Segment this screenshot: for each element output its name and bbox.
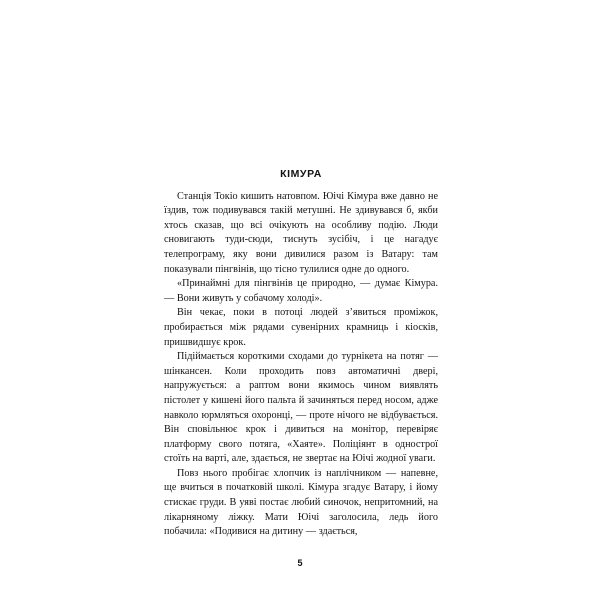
body-paragraph-2-italic-quote: «Принаймні для пінгвінів це природно, — думає Кімура. — Вони живуть у собачому холоді». bbox=[164, 278, 438, 304]
chapter-title: КІМУРА bbox=[280, 168, 322, 180]
body-paragraph-3: Він чекає, поки в потоці людей з’явиться проміжок, пробирається між рядами сувенірних крамниць і кіосків, пришвидшує крок. bbox=[164, 307, 438, 348]
body-paragraph-5: Повз нього пробігає хлопчик із наплічником — напевне, ще вчиться в початковій школі. Кімура згадує Ватару, і йому стискає груди. В уяві постає любий синочок, непритомний, на лікарняному ліжку. Мати Юічі заголосила, ледь його побачила: «Подивися на дитину — здається, bbox=[164, 467, 438, 538]
body-paragraph-1: Станція Токіо кишить натовпом. Юічі Кімура вже давно не їздив, тож подивувався такій метушні. Не здивувався б, якби хтось сказав, що всі очікують на особливу подію. Люди сновигають туди-сюди, тиснуть зусібіч, і це нагадує телепрограму, яку вони дивилися разом із Ватару: там показували пінгвінів, що тісно тулилися одне до одного. bbox=[164, 190, 438, 275]
page-text-block bbox=[164, 168, 438, 540]
page-number: 5 bbox=[297, 558, 303, 568]
body-paragraph-4: Підіймається короткими сходами до турнікета на потяг — шінкансен. Коли проходить повз автоматичні двері, напружується: а раптом вони якимось чином виявлять пістолет у кишені його пальта й зачиняться перед носом, адже навколо юрмляться охоронці, — проте нічого не відбувається. Він сповільнює крок і дивиться на монітор, перевіряє платформу свого потяга, «Хаяте». Поліціянт в однострої стоїть на варті, але, здається, не звертає на Юічі жодної уваги. bbox=[164, 351, 438, 465]
